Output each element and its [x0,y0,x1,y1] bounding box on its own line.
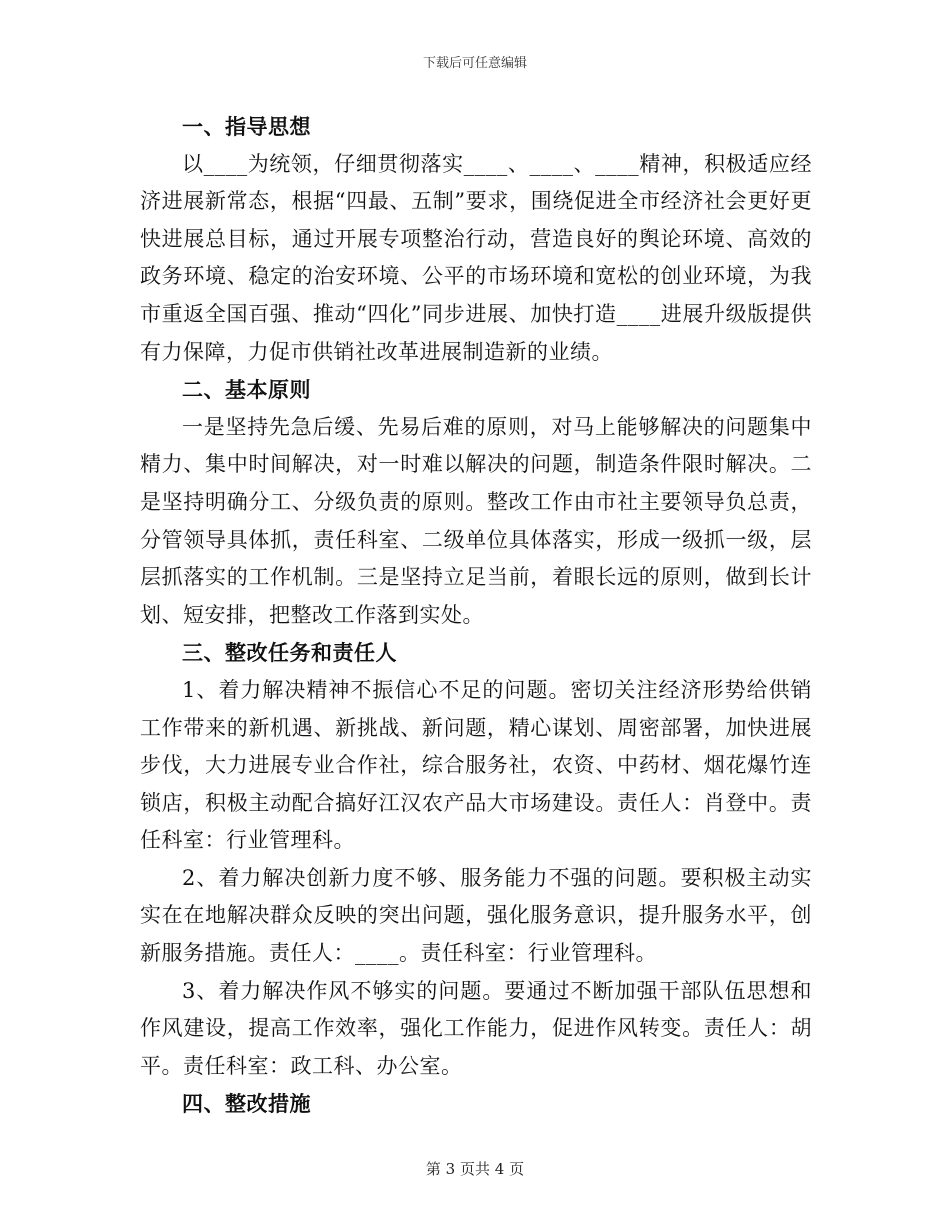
paragraph-basic-principles: 一是坚持先急后缓、先易后难的原则，对马上能够解决的问题集中精力、集中时间解决，对一时难以解决的问题，制造条件限时解决。二是坚持明确分工、分级负责的原则。整改工作由市社主要领导负总责，分管领导具体抓，责任科室、二级单位具体落实，形成一级抓一级，层层抓落实的工作机制。三是坚持立足当前，着眼长远的原则，做到长计划、短安排，把整改工作落到实处。 [140,414,812,627]
section-heading-measures: 四、整改措施 [182,1091,311,1117]
paragraph-task-3: 3、着力解决作风不够实的问题。要通过不断加强干部队伍思想和作风建设，提高工作效率，强化工作能力，促进作风转变。责任人：胡平。责任科室：政工科、办公室。 [140,978,812,1078]
paragraph-task-1: 1、着力解决精神不振信心不足的问题。密切关注经济形势给供销工作带来的新机遇、新挑战、新问题，精心谋划、周密部署，加快进展步伐，大力进展专业合作社，综合服务社，农资、中药材、烟花爆竹连锁店，积极主动配合搞好江汉农产品大市场建设。责任人：肖登中。责任科室：行业管理科。 [140,677,812,853]
page-header: 下载后可任意编辑 [422,56,527,71]
page-number-footer: 第 3 页共 4 页 [425,1160,525,1178]
paragraph-task-2: 2、着力解决创新力度不够、服务能力不强的问题。要积极主动实实在在地解决群众反映的突出问题，强化服务意识，提升服务水平，创新服务措施。责任人：____。责任科室：行业管理科。 [140,865,812,966]
section-heading-basic-principles: 二、基本原则 [182,377,311,403]
document-body [140,108,812,1123]
paragraph-guiding-ideology: 以____为统领，仔细贯彻落实____、____、____精神，积极适应经济进展新常态，根据“四最、五制”要求，围绕促进全市经济社会更好更快进展总目标，通过开展专项整治行动，营造良好的舆论环境、高效的政务环境、稳定的治安环境、公平的市场环境和宽松的创业环境，为我市重返全国百强、推动“四化”同步进展、加快打造____进展升级版提供有力保障，力促市供销社改革进展制造新的业绩。 [140,151,812,364]
section-heading-tasks-responsibility: 三、整改任务和责任人 [182,640,397,666]
section-heading-guiding-ideology: 一、指导思想 [182,114,311,139]
